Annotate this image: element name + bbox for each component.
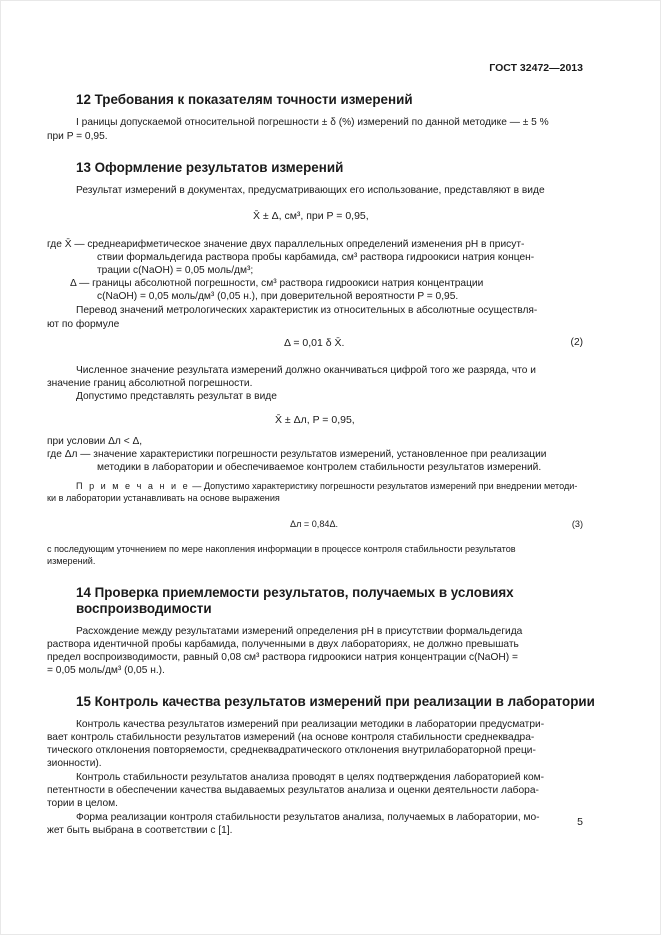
paragraph-line: ют по формуле bbox=[47, 319, 120, 330]
paragraph-line: раствора идентичной пробы карбамида, полученными в двух лабораториях, не должно превышать bbox=[47, 639, 519, 650]
paragraph-line: Контроль стабильности результатов анализа проводят в целях подтверждения лабораторией ком- bbox=[76, 772, 545, 783]
formula-4: Δл = 0,84Δ. bbox=[290, 519, 339, 529]
paragraph-line: Численное значение результата измерений должно оканчиваться цифрой того же разряда, что и bbox=[76, 365, 536, 376]
paragraph-line: = 0,05 моль/дм³ (0,05 н.). bbox=[47, 665, 165, 676]
section-14-heading: 14 Проверка приемлемости результатов, получаемых в условиях bbox=[76, 585, 514, 600]
paragraph-line: Допустимо представлять результат в виде bbox=[76, 391, 277, 402]
paragraph-line: при условии Δл < Δ, bbox=[47, 436, 143, 447]
where-line: ствии формальдегида раствора пробы карбамида, см³ раствора гидроокиси натрия концен- bbox=[97, 252, 535, 263]
paragraph-line: вает контроль стабильности результатов измерений (на основе контроля стабильности среднеквадра- bbox=[47, 732, 535, 743]
section-12-heading: 12 Требования к показателям точности измерений bbox=[76, 92, 413, 107]
where-line: методики в лаборатории и обеспечиваемое контролем стабильности результатов измерений. bbox=[97, 462, 542, 473]
paragraph-line: при P = 0,95. bbox=[47, 131, 108, 142]
page-number: 5 bbox=[577, 816, 583, 828]
paragraph-line: I раницы допускаемой относительной погрешности ± δ (%) измерений по данной методике — ± 5 % bbox=[76, 117, 549, 128]
where-line: где Δл — значение характеристики погрешности результатов измерений, установленное при реализации bbox=[47, 449, 547, 460]
paragraph-line: Контроль качества результатов измерений при реализации методики в лаборатории предусматри- bbox=[76, 719, 545, 730]
section-14-heading-cont: воспроизводимости bbox=[76, 601, 212, 616]
paragraph-line: значение границ абсолютной погрешности. bbox=[47, 378, 253, 389]
paragraph-line: предел воспроизводимости, равный 0,08 см³ раствора гидроокиси натрия концентрации c(NaOH) = bbox=[47, 652, 518, 663]
section-15-heading: 15 Контроль качества результатов измерений при реализации в лаборатории bbox=[76, 694, 595, 709]
equation-number-3: (3) bbox=[571, 519, 583, 529]
formula-1: X̄ ± Δ, см³, при P = 0,95, bbox=[253, 210, 369, 222]
note-label: П р и м е ч а н и е bbox=[76, 481, 190, 491]
where-line: Δ — границы абсолютной погрешности, см³ раствора гидроокиси натрия концентрации bbox=[70, 278, 484, 289]
equation-number-2: (2) bbox=[570, 337, 583, 348]
formula-2: Δ = 0,01 δ X̄. bbox=[284, 337, 345, 349]
paragraph-line: Перевод значений метрологических характеристик из относительных в абсолютные осуществля- bbox=[76, 305, 538, 316]
where-line: где X̄ — среднеарифметическое значение двух параллельных определений изменения pH в присут- bbox=[47, 239, 525, 250]
section-13-heading: 13 Оформление результатов измерений bbox=[76, 160, 344, 175]
paragraph-line: Расхождение между результатами измерений определения pH в присутствии формальдегида bbox=[76, 626, 523, 637]
note-line: измерений. bbox=[47, 556, 96, 566]
where-line: трации c(NaOH) = 0,05 моль/дм³; bbox=[97, 265, 254, 276]
paragraph-line: тического отклонения повторяемости, среднеквадратического отклонения внутрилабораторной преци- bbox=[47, 745, 536, 756]
note-line: ки в лаборатории устанавливать на основе выражения bbox=[47, 493, 280, 503]
note-line: с последующим уточнением по мере накопления информации в процессе контроля стабильности результатов bbox=[47, 544, 516, 554]
paragraph-line: зионности). bbox=[47, 758, 102, 769]
paragraph-line: тории в целом. bbox=[47, 798, 118, 809]
document-code: ГОСТ 32472—2013 bbox=[489, 62, 583, 74]
note-line bbox=[76, 480, 577, 492]
paragraph-line: Форма реализации контроля стабильности результатов анализа, получаемых в лаборатории, мо- bbox=[76, 812, 540, 823]
note-text: — Допустимо характеристику погрешности результатов измерений при внедрении методи- bbox=[189, 481, 578, 491]
formula-3: X̄ ± Δл, P = 0,95, bbox=[275, 414, 355, 426]
paragraph-line: жет быть выбрана в соответствии с [1]. bbox=[47, 825, 233, 836]
paragraph-line: Результат измерений в документах, предусматривающих его использование, представляют в виде bbox=[76, 185, 545, 196]
paragraph-line: петентности в обеспечении качества выдаваемых результатов анализа и оценки деятельности лабора- bbox=[47, 785, 539, 796]
where-line: c(NaOH) = 0,05 моль/дм³ (0,05 н.), при доверительной вероятности P = 0,95. bbox=[97, 291, 459, 302]
